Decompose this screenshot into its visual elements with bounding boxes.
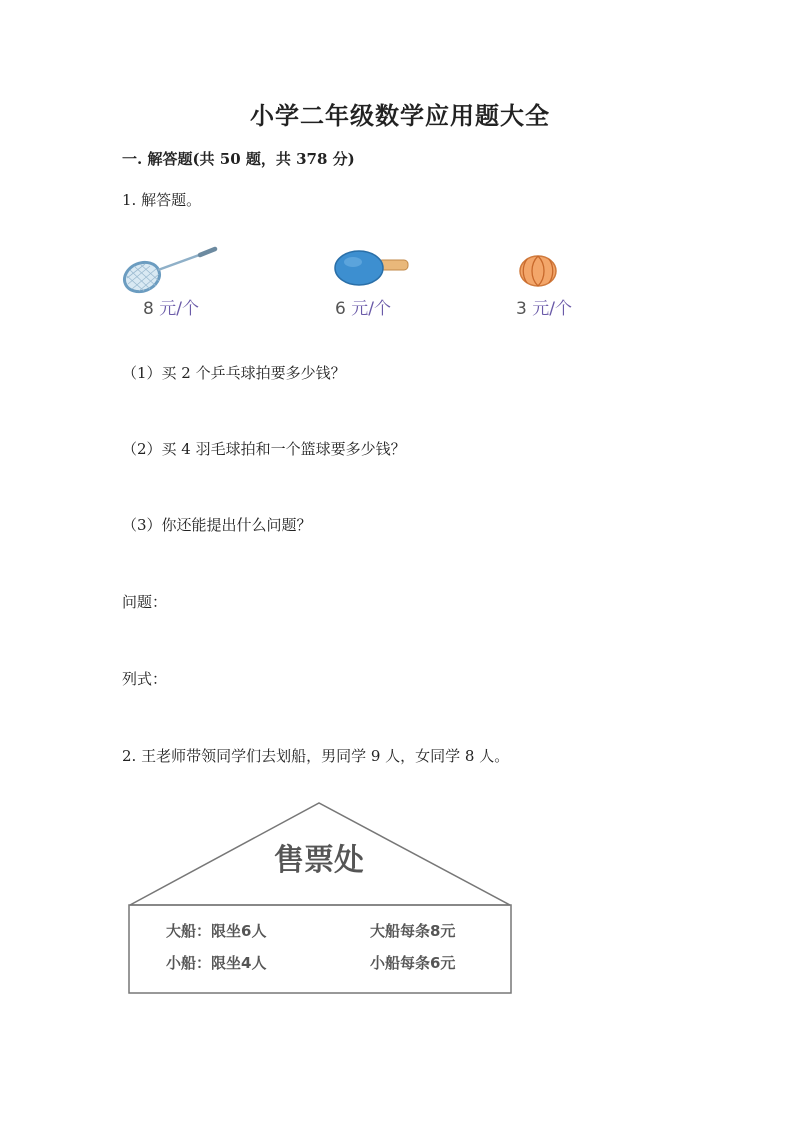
price-unit: 元/个 — [159, 299, 199, 319]
price-unit: 元/个 — [351, 299, 391, 319]
ticket-office-sign — [122, 800, 522, 1000]
sign-title: 售票处 — [274, 843, 364, 878]
big-boat-capacity: 大船：限坐6人 — [166, 922, 267, 940]
section-heading: 一. 解答题(共 50 题，共 378 分) — [122, 150, 355, 168]
basketball-icon — [518, 254, 560, 290]
answer-question-label: 问题： — [122, 593, 168, 611]
ping-pong-paddle-icon — [334, 248, 414, 290]
price-racket — [143, 294, 199, 319]
q1-stem: 1. 解答题。 — [122, 191, 202, 209]
page-title: 小学二年级数学应用题大全 — [250, 101, 550, 130]
price-value: 3 — [516, 299, 527, 319]
price-value: 8 — [143, 299, 154, 319]
price-value: 6 — [335, 299, 346, 319]
q1-sub1: （1）买 2 个乒乓球拍要多少钱？ — [122, 364, 346, 382]
small-boat-price: 小船每条6元 — [370, 954, 456, 972]
q1-sub3: （3）你还能提出什么问题？ — [122, 516, 312, 534]
q2-stem: 2. 王老师带领同学们去划船，男同学 9 人，女同学 8 人。 — [122, 747, 510, 765]
price-unit: 元/个 — [532, 299, 572, 319]
price-basketball — [516, 294, 572, 319]
answer-formula-label: 列式： — [122, 670, 168, 688]
badminton-racket-icon — [120, 244, 220, 300]
q1-sub2: （2）买 4 羽毛球拍和一个篮球要多少钱？ — [122, 440, 406, 458]
price-paddle — [335, 294, 391, 319]
small-boat-capacity: 小船：限坐4人 — [166, 954, 267, 972]
big-boat-price: 大船每条8元 — [370, 922, 456, 940]
